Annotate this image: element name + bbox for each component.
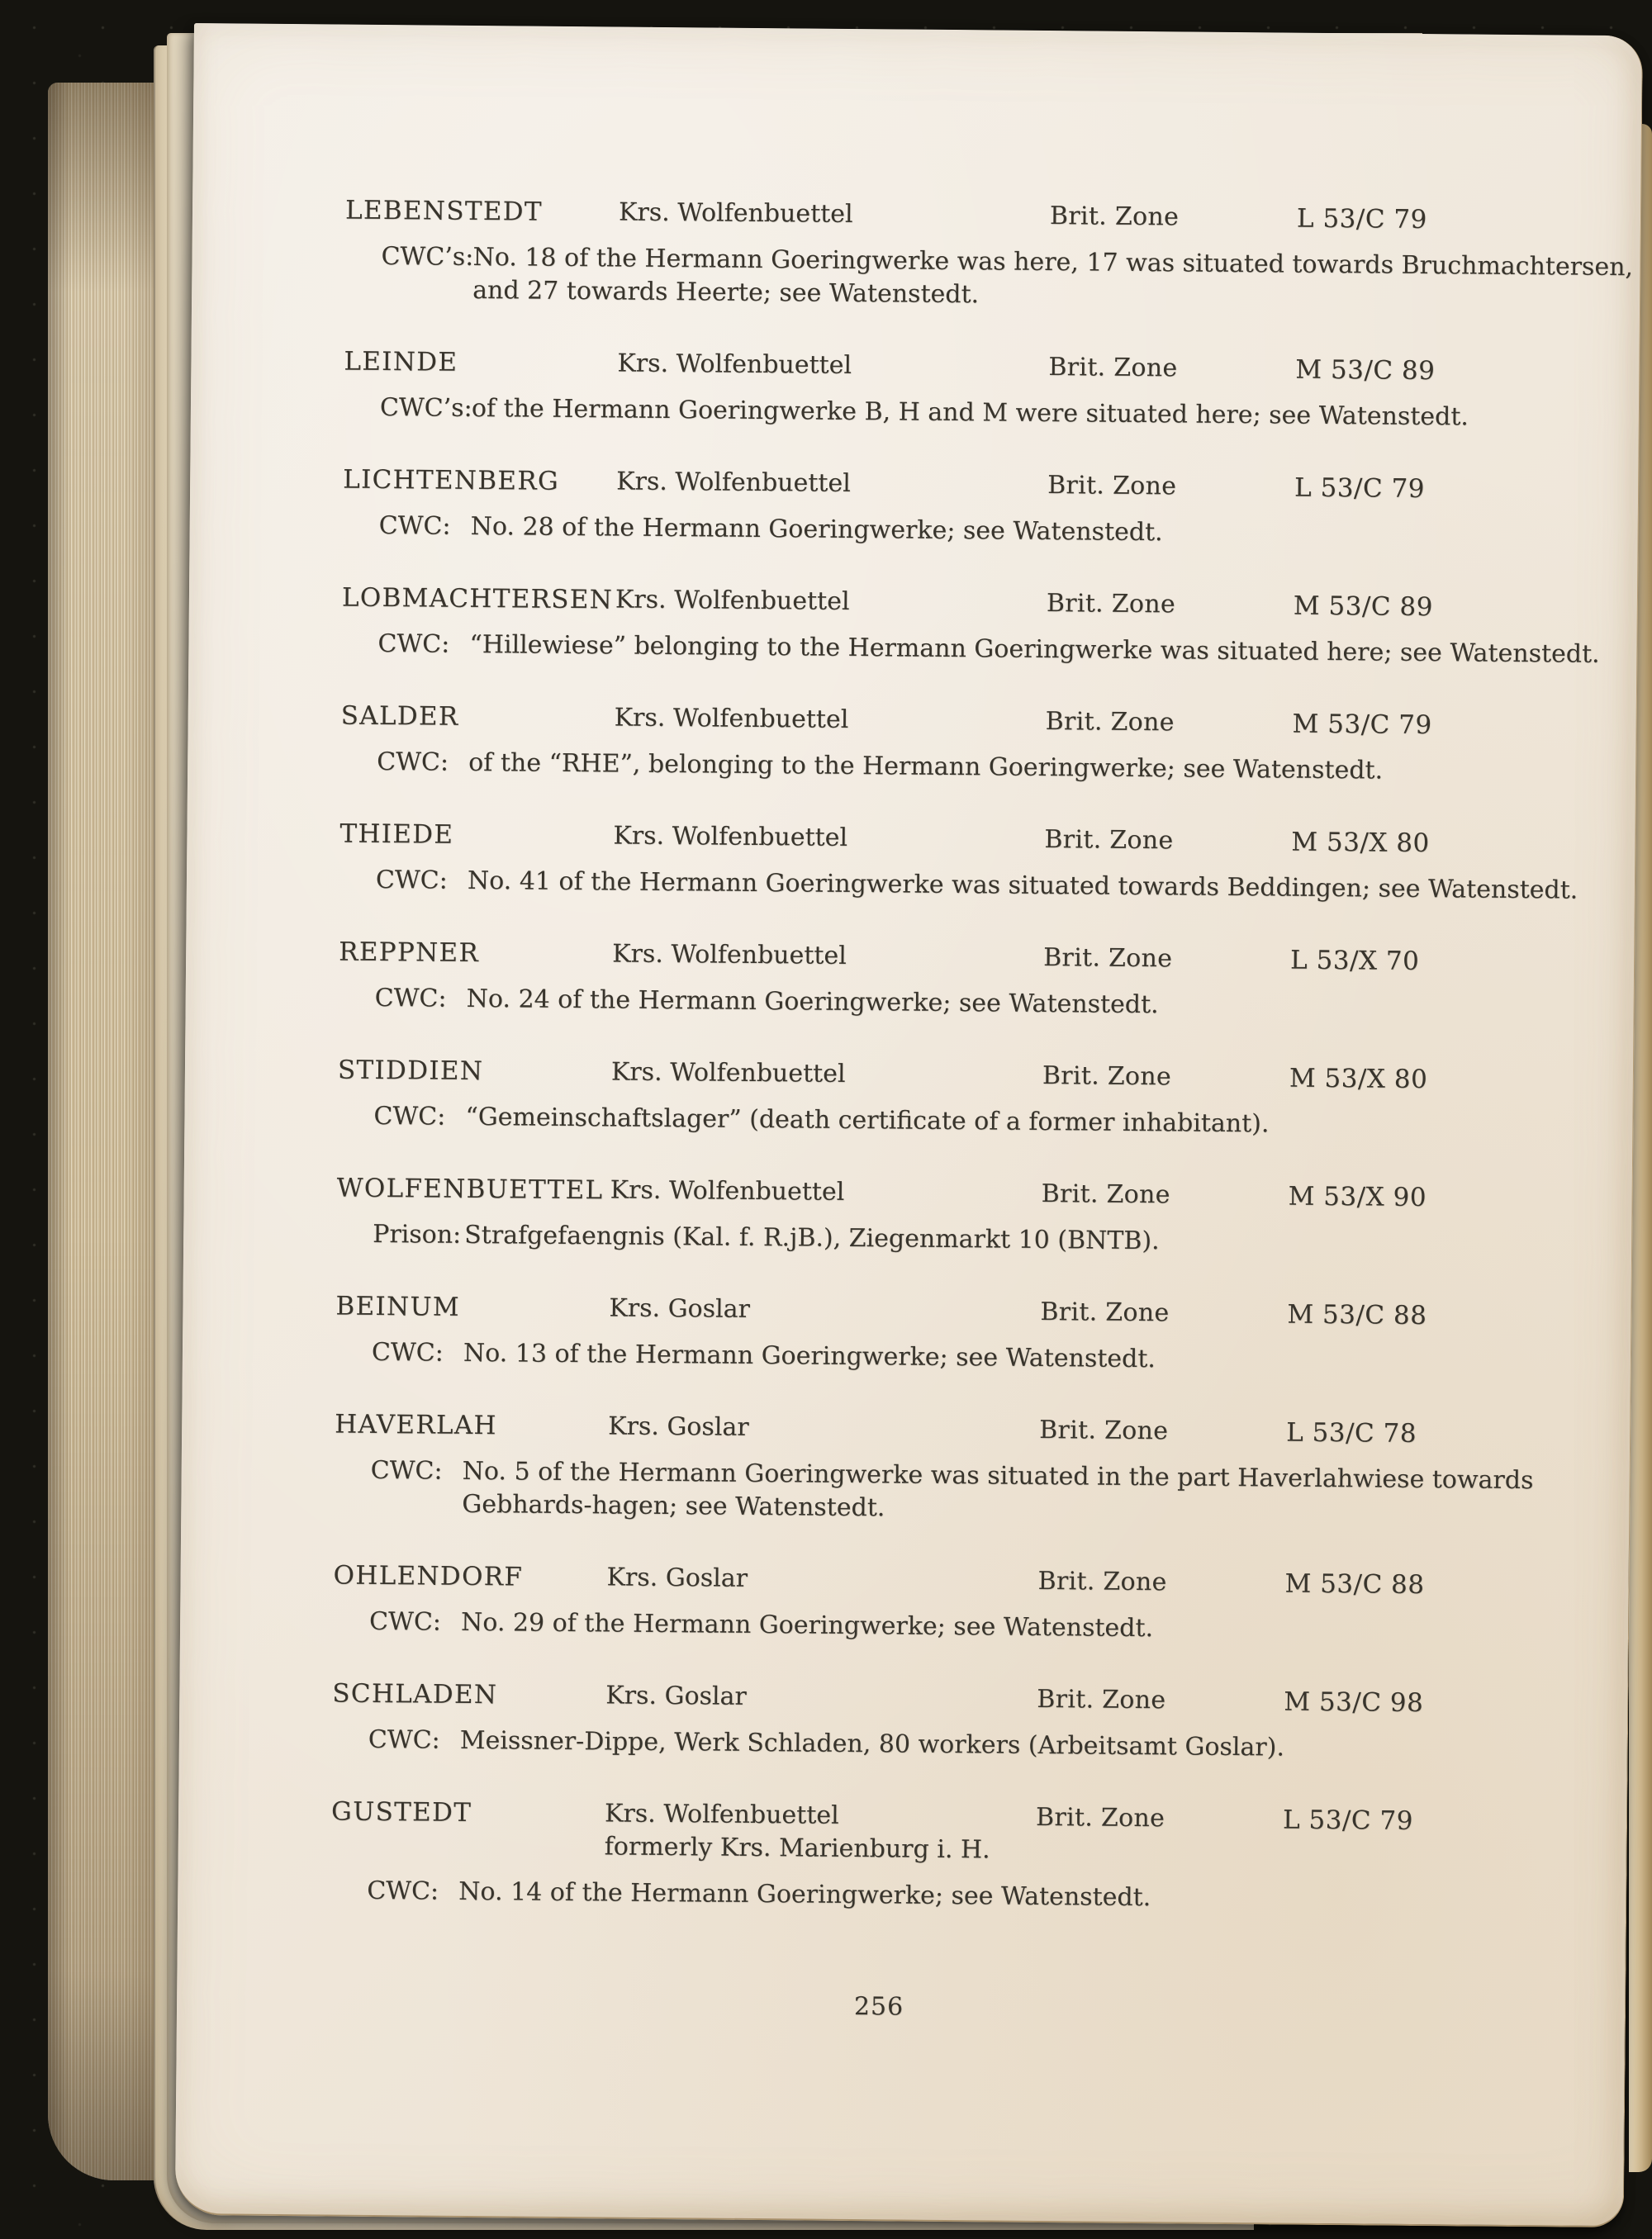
district <box>605 1679 1037 1716</box>
occupation-zone: Brit. Zone <box>1037 1684 1166 1715</box>
note-label: CWC: <box>368 1724 440 1755</box>
note-label: CWC: <box>378 510 451 541</box>
note-text: No. 14 of the Hermann Goeringwerke; see Watenstedt. <box>458 1876 1151 1913</box>
entry-note <box>332 1724 1621 1768</box>
district <box>605 1797 1037 1867</box>
district-line1: Krs. Wolfenbuettel <box>604 1799 839 1830</box>
entry-head-row <box>335 1290 1624 1335</box>
note-label: CWC: <box>377 747 449 777</box>
entry-note <box>333 1606 1621 1650</box>
entry-note <box>334 1454 1623 1532</box>
district <box>610 1174 1042 1211</box>
note-text: Strafgefaengnis (Kal. f. R.jB.), Ziegenmarkt 10 (BNTB). <box>464 1220 1160 1256</box>
page-content <box>330 194 1634 2031</box>
district <box>615 583 1047 620</box>
occupation-zone: Brit. Zone <box>1039 1415 1169 1446</box>
entry-note <box>343 510 1631 554</box>
occupation-zone: Brit. Zone <box>1048 353 1178 383</box>
district <box>619 196 1050 233</box>
map-grid-reference: M 53/C 88 <box>1284 1568 1425 1601</box>
district <box>616 465 1047 502</box>
entry-note <box>339 982 1627 1027</box>
note-label: CWC’s: <box>381 241 474 272</box>
town-name: OHLENDORF <box>333 1560 524 1592</box>
note-text: No. 41 of the Hermann Goeringwerke was situated towards Beddingen; see Watenstedt. <box>467 866 1578 905</box>
entry-head-row <box>345 194 1634 239</box>
gazetteer-entry <box>334 1408 1623 1532</box>
note-text: No. 5 of the Hermann Goeringwerke was situated in the part Haverlahwiese towards Gebhards-hagen; see Watenstedt. <box>462 1456 1534 1523</box>
district-line1: Krs. Wolfenbuettel <box>618 197 853 229</box>
entry-note <box>340 746 1629 790</box>
entry-head-row <box>339 818 1628 862</box>
occupation-zone: Brit. Zone <box>1040 1297 1170 1328</box>
note-label: CWC: <box>371 1337 444 1368</box>
note-label: CWC: <box>374 983 447 1013</box>
district-line1: Krs. Wolfenbuettel <box>610 1057 846 1089</box>
district-line1: Krs. Goslar <box>609 1293 751 1324</box>
note-label: CWC: <box>368 1606 442 1637</box>
town-name: LEBENSTEDT <box>344 195 544 227</box>
map-grid-reference: M 53/C 79 <box>1292 709 1432 741</box>
note-text: No. 13 of the Hermann Goeringwerke; see Watenstedt. <box>463 1338 1156 1374</box>
gazetteer-entry <box>344 194 1634 318</box>
entry-head-row <box>337 1172 1626 1217</box>
town-name: LOBMACHTERSEN <box>341 582 614 615</box>
entry-note <box>335 1336 1624 1381</box>
district <box>613 819 1044 856</box>
map-grid-reference: M 53/C 98 <box>1284 1686 1424 1719</box>
page-number: 256 <box>853 1992 904 2022</box>
map-grid-reference: L 53/C 79 <box>1296 203 1427 235</box>
note-text: No. 28 of the Hermann Goeringwerke; see Watenstedt. <box>470 511 1163 548</box>
gazetteer-entry <box>340 700 1630 790</box>
entry-head-row <box>343 463 1631 508</box>
occupation-zone: Brit. Zone <box>1043 943 1173 974</box>
gazetteer-entry <box>330 1795 1620 1919</box>
town-name: SALDER <box>340 700 459 732</box>
book-page <box>175 23 1643 2227</box>
entry-note <box>337 1100 1626 1145</box>
entry-head-row <box>339 936 1627 980</box>
gazetteer-entry <box>341 581 1631 672</box>
gazetteer-entry <box>336 1172 1626 1263</box>
map-grid-reference: M 53/X 80 <box>1291 827 1430 859</box>
occupation-zone: Brit. Zone <box>1047 471 1177 501</box>
town-name: LICHTENBERG <box>343 464 560 496</box>
entry-head-row <box>338 1054 1626 1098</box>
gazetteer-entry <box>337 1054 1626 1145</box>
district-line2: formerly Krs. Marienburg i. H. <box>604 1832 990 1865</box>
district <box>617 347 1048 384</box>
note-text: No. 24 of the Hermann Goeringwerke; see Watenstedt. <box>466 984 1159 1020</box>
note-label: CWC: <box>375 865 448 895</box>
district <box>615 701 1046 738</box>
entry-head-row <box>341 700 1630 744</box>
note-text: of the “RHE”, belonging to the Hermann Goeringwerke; see Watenstedt. <box>468 747 1384 785</box>
note-text: “Hillewiese” belonging to the Hermann Goeringwerke was situated here; see Watenstedt. <box>469 629 1600 669</box>
note-text: Meissner-Dippe, Werk Schladen, 80 workers (Arbeitsamt Goslar). <box>459 1725 1285 1762</box>
occupation-zone: Brit. Zone <box>1042 1061 1172 1092</box>
gazetteer-entry <box>339 818 1629 908</box>
entry-note <box>339 864 1628 908</box>
entry-head-row <box>344 345 1632 390</box>
entry-note <box>341 628 1630 672</box>
map-grid-reference: M 53/C 88 <box>1287 1299 1427 1331</box>
occupation-zone: Brit. Zone <box>1046 589 1176 619</box>
occupation-zone: Brit. Zone <box>1041 1179 1170 1210</box>
district-line1: Krs. Wolfenbuettel <box>612 939 847 970</box>
note-label: CWC: <box>373 1101 446 1131</box>
entry-note <box>344 240 1634 318</box>
gazetteer-entry <box>339 936 1628 1027</box>
entry-head-row <box>335 1408 1623 1453</box>
occupation-zone: Brit. Zone <box>1049 202 1180 232</box>
district-line1: Krs. Goslar <box>606 1563 748 1593</box>
town-name: LEINDE <box>344 346 458 377</box>
town-name: STIDDIEN <box>337 1055 484 1087</box>
occupation-zone: Brit. Zone <box>1044 825 1174 856</box>
town-name: BEINUM <box>335 1291 461 1322</box>
district-line1: Krs. Wolfenbuettel <box>613 821 848 852</box>
entry-note <box>330 1875 1619 1919</box>
entry-note <box>336 1218 1625 1263</box>
gazetteer-entry <box>344 345 1633 436</box>
gazetteer-entries <box>330 194 1634 1919</box>
town-name: THIEDE <box>339 818 454 850</box>
district <box>612 937 1043 975</box>
district <box>608 1410 1039 1447</box>
gazetteer-entry <box>333 1559 1622 1650</box>
occupation-zone: Brit. Zone <box>1035 1802 1165 1833</box>
note-label: CWC: <box>377 629 450 659</box>
town-name: WOLFENBUETTEL <box>336 1173 604 1206</box>
map-grid-reference: L 53/X 70 <box>1289 945 1420 976</box>
map-grid-reference: M 53/C 89 <box>1295 354 1436 387</box>
entry-head-row <box>333 1559 1621 1604</box>
district <box>611 1055 1042 1093</box>
entry-note <box>344 391 1632 436</box>
map-grid-reference: L 53/C 78 <box>1286 1417 1417 1449</box>
gazetteer-entry <box>335 1290 1625 1381</box>
gazetteer-entry <box>332 1677 1621 1768</box>
town-name: REPPNER <box>339 937 480 969</box>
district-line1: Krs. Goslar <box>608 1411 749 1442</box>
note-label: CWC: <box>367 1876 439 1906</box>
note-text: No. 18 of the Hermann Goeringwerke was here, 17 was situated towards Bruchmachtersen, and 27 towards Heerte; see Watenstedt. <box>472 242 1634 310</box>
map-grid-reference: L 53/C 79 <box>1294 472 1426 505</box>
note-text: of the Hermann Goeringwerke B, H and M were situated here; see Watenstedt. <box>471 393 1469 432</box>
district <box>609 1292 1040 1329</box>
town-name: SCHLADEN <box>332 1678 498 1710</box>
entry-head-row <box>332 1677 1621 1722</box>
entry-head-row <box>342 581 1631 626</box>
district <box>606 1561 1037 1598</box>
town-name: HAVERLAH <box>335 1409 498 1441</box>
district-line1: Krs. Wolfenbuettel <box>617 349 852 380</box>
occupation-zone: Brit. Zone <box>1037 1566 1167 1597</box>
note-label: CWC’s: <box>379 392 472 423</box>
occupation-zone: Brit. Zone <box>1045 707 1175 738</box>
note-text: No. 29 of the Hermann Goeringwerke; see Watenstedt. <box>460 1607 1154 1644</box>
note-label: CWC: <box>370 1455 443 1486</box>
map-grid-reference: L 53/C 79 <box>1282 1805 1414 1836</box>
district-line1: Krs. Wolfenbuettel <box>616 467 851 498</box>
entry-head-row <box>331 1795 1621 1873</box>
district-line1: Krs. Wolfenbuettel <box>610 1175 845 1207</box>
district-line1: Krs. Wolfenbuettel <box>614 703 849 734</box>
map-grid-reference: M 53/C 89 <box>1293 591 1434 623</box>
district-line1: Krs. Wolfenbuettel <box>615 585 850 616</box>
map-grid-reference: M 53/X 90 <box>1288 1181 1427 1213</box>
note-label: Prison: <box>373 1219 462 1250</box>
town-name: GUSTEDT <box>330 1796 472 1829</box>
note-text: “Gemeinschaftslager” (death certificate of a former inhabitant). <box>465 1102 1270 1139</box>
gazetteer-entry <box>343 463 1632 554</box>
map-grid-reference: M 53/X 80 <box>1289 1063 1428 1095</box>
district-line1: Krs. Goslar <box>605 1681 747 1711</box>
